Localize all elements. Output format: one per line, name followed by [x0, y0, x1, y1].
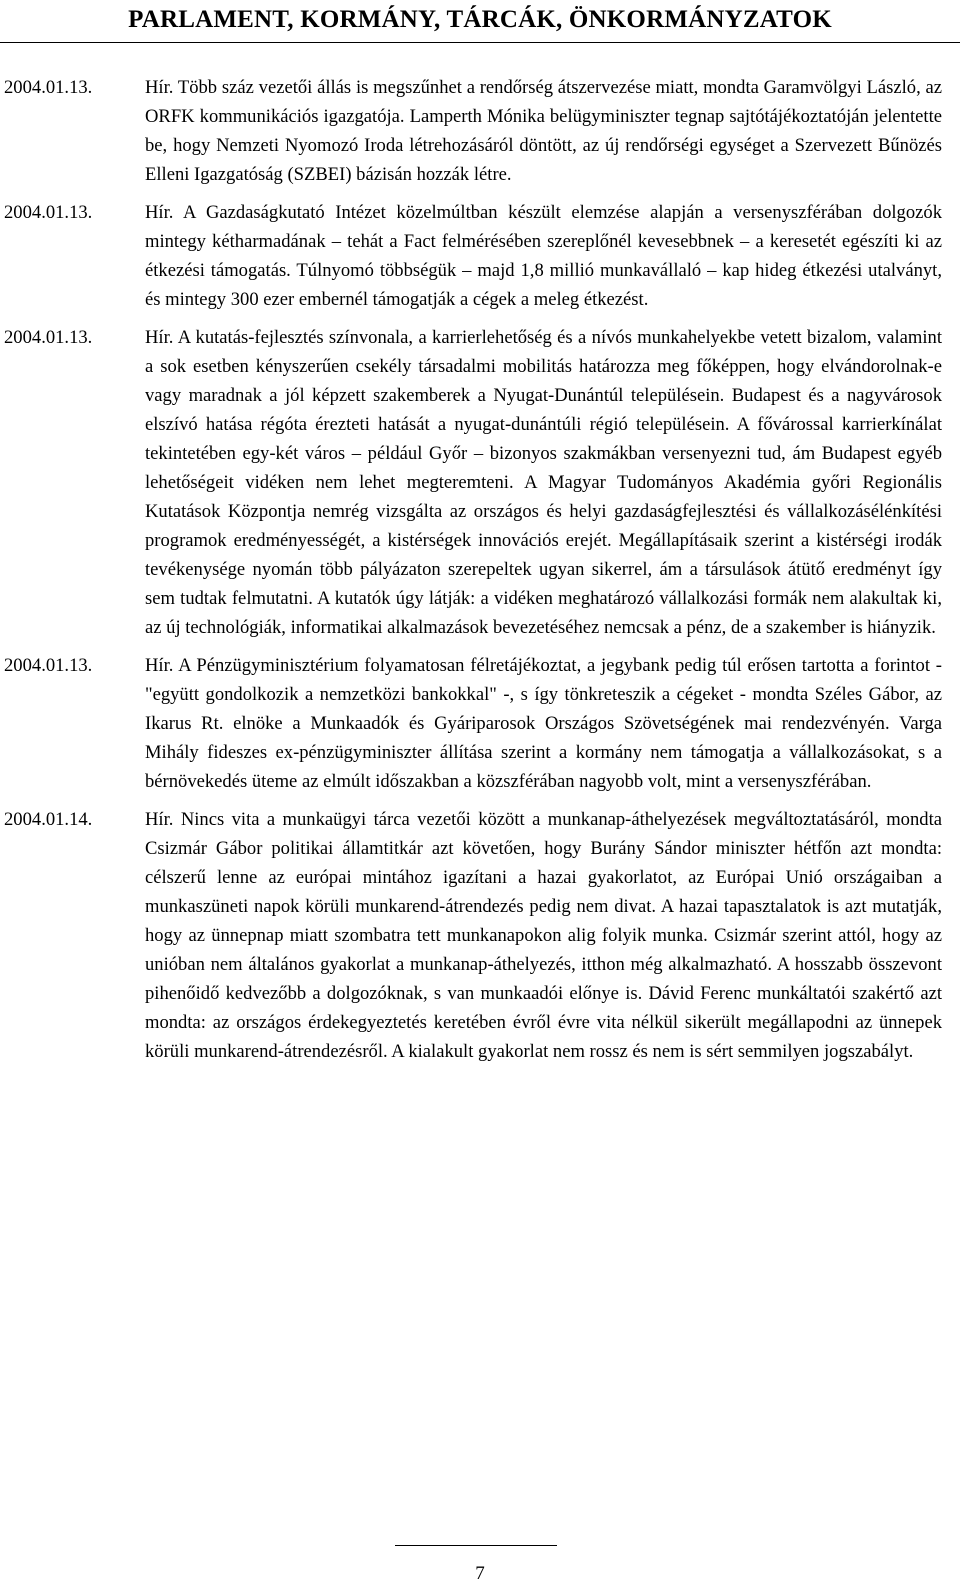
entry-text: A Gazdaságkutató Intézet közelmúltban készült elemzése alapján a versenyszférában dolgozók mintegy kétharmadának – tehát a Fact felmérésében szereplőnél kevesebbnek – a keresetét egészíti ki az étkezési támogatás. Túlnyomó többségük – majd 1,8 millió munkavállaló – kap hideg étkezési utalványt, és mintegy 300 ezer embernél támogatják a cégek a meleg étkezést.	[145, 202, 942, 310]
page-header-title: PARLAMENT, KORMÁNY, TÁRCÁK, ÖNKORMÁNYZATOK	[0, 0, 960, 43]
news-entry	[4, 323, 942, 642]
entry-text: Nincs vita a munkaügyi tárca vezetői között a munkanap-áthelyezések megváltoztatásáról, mondta Csizmár Gábor politikai államtitkár azt követően, hogy Burány Sándor miniszter hétfőn azt mondta: célszerű lenne az európai mintához igazítani a hazai gyakorlatot, az Európai Unió országaiban a munkaszüneti napok körüli munkarend-átrendezés pedig nem divat. A hazai tapasztalatok is azt mutatják, hogy az ünnepnap miatt szombatra tett munkanapokon alig folyik munka. Csizmár szerint attól, hogy az unióban nem általános gyakorlat a munkanap-áthelyezés, itthon még alkalmazható. A hosszabb összevont pihenőidő kedvezőbb a dolgozóknak, s van munkaadói előnye is. Dávid Ferenc munkáltatói szakértő azt mondta: az országos érdekegyeztetés keretében évről évre vita nélkül sikerült megállapodni az ünnepek körüli munkarend-átrendezésről. A kialakult gyakorlat nem rossz és nem is sért semmilyen jogszabályt.	[145, 809, 942, 1062]
news-entry	[4, 73, 942, 189]
entry-body	[145, 805, 942, 1066]
entry-text: A Pénzügyminisztérium folyamatosan félretájékoztat, a jegybank pedig túl erősen tartotta a forintot - "együtt gondolkozik a nemzetközi bankokkal" -, s így tönkreteszik a cégeket - mondta Széles Gábor, az Ikarus Rt. elnöke a Munkaadók és Gyáriparosok Országos Szövetségének mai rendezvényén. Varga Mihály fideszes ex-pénzügyminiszter állítása szerint a kormány nem támogatja a vállalkozásokat, s a bérnövekedés üteme az elmúlt időszakban a közszférában nagyobb volt, mint a versenyszférában.	[145, 655, 942, 792]
page-number: 7	[475, 1563, 485, 1584]
entry-label: Hír.	[145, 655, 174, 676]
entry-date: 2004.01.13.	[4, 655, 93, 676]
entry-body	[145, 651, 942, 796]
entry-date: 2004.01.13.	[4, 202, 93, 223]
news-entry	[4, 805, 942, 1066]
entry-date: 2004.01.13.	[4, 327, 93, 348]
footer-divider	[395, 1545, 557, 1546]
entry-label: Hír.	[145, 327, 174, 348]
entry-label: Hír.	[145, 77, 174, 98]
entry-text: A kutatás-fejlesztés színvonala, a karrierlehetőség és a nívós munkahelyekbe vetett bizalom, valamint a sok esetben kényszerűen csekély társadalmi mobilitás határozza meg főképpen, hogy elvándorolnak-e vagy maradnak a jól képzett szakemberek a Nyugat-Dunántúl településein. Budapest és a nagyvárosok elszívó hatása régóta érezteti hatását a nyugat-dunántúli régió településein. A fővárossal karrierkínálat tekintetében egy-két város – például Győr – bizonyos szakmákban versenyezni tud, ám Budapest egyéb lehetőségeit vidéken nem lehet megteremteni. A Magyar Tudományos Akadémia győri Regionális Kutatások Központja nemrég vizsgálta az országos és helyi gazdaságfejlesztési és vállalkozásélénkítési programok eredményességét, a kistérségek innovációs erejét. Megállapításaik szerint a kistérségi irodák tevékenysége nyomán több pályázaton szerepeltek ugyan sikerrel, ám a társulások átütő eredményt így sem tudtak felmutatni. A kutatók úgy látják: a vidéken meghatározó vállalkozási formák nem alakultak ki, az új technológiák, informatikai alkalmazások bevezetéséhez nemcsak a pénz, de a szakember is hiányzik.	[145, 327, 942, 638]
news-entry	[4, 198, 942, 314]
entry-label: Hír.	[145, 809, 174, 830]
entry-date: 2004.01.14.	[4, 809, 93, 830]
entry-body	[145, 198, 942, 314]
entry-label: Hír.	[145, 202, 174, 223]
entry-date: 2004.01.13.	[4, 77, 93, 98]
news-list	[4, 73, 942, 1075]
entry-text: Több száz vezetői állás is megszűnhet a rendőrség átszervezése miatt, mondta Garamvölgyi László, az ORFK kommunikációs igazgatója. Lamperth Mónika belügyminiszter tegnap sajtótájékoztatóján jelentette be, hogy Nemzeti Nyomozó Iroda létrehozásáról döntött, az új rendőrségi egységet a Szervezett Bűnözés Elleni Igazgatóság (SZBEI) bázisán hozzák létre.	[145, 77, 943, 185]
entry-body	[145, 73, 942, 189]
entry-body	[145, 323, 942, 642]
news-entry	[4, 651, 942, 796]
